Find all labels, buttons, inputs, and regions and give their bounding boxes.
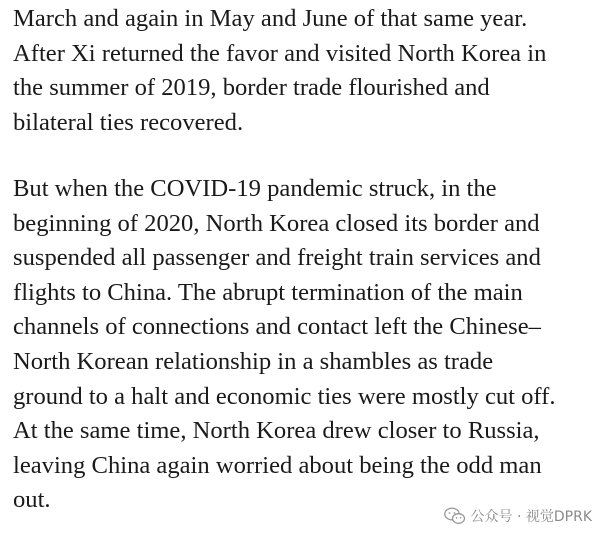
text-line: At the same time, North Korea drew closer to Russia, — [13, 417, 540, 445]
text-line: flights to China. The abrupt termination of the main — [13, 278, 523, 306]
watermark-text: 公众号 · 视觉DPRK — [470, 509, 592, 525]
watermark — [444, 506, 592, 526]
text-line: out. — [13, 486, 51, 514]
text-line: beginning of 2020, North Korea closed its border and — [13, 209, 540, 237]
text-line: bilateral ties recovered. — [13, 108, 244, 136]
paragraph-1 — [13, 2, 546, 140]
text-line: leaving China again worried about being the odd man — [13, 451, 542, 479]
wechat-icon — [444, 507, 466, 525]
text-line: ground to a halt and economic ties were mostly cut off. — [13, 382, 556, 410]
text-line: suspended all passenger and freight train services and — [13, 244, 541, 272]
text-line: the summer of 2019, border trade flourished and — [13, 74, 490, 102]
paragraph-2 — [13, 172, 556, 518]
text-line: channels of connections and contact left the Chinese– — [13, 313, 541, 341]
text-line: North Korean relationship in a shambles as trade — [13, 347, 494, 375]
text-line: After Xi returned the favor and visited North Korea in — [13, 39, 547, 67]
text-line: March and again in May and June of that same year. — [13, 5, 528, 32]
text-line: But when the COVID-19 pandemic struck, in the — [13, 175, 497, 202]
